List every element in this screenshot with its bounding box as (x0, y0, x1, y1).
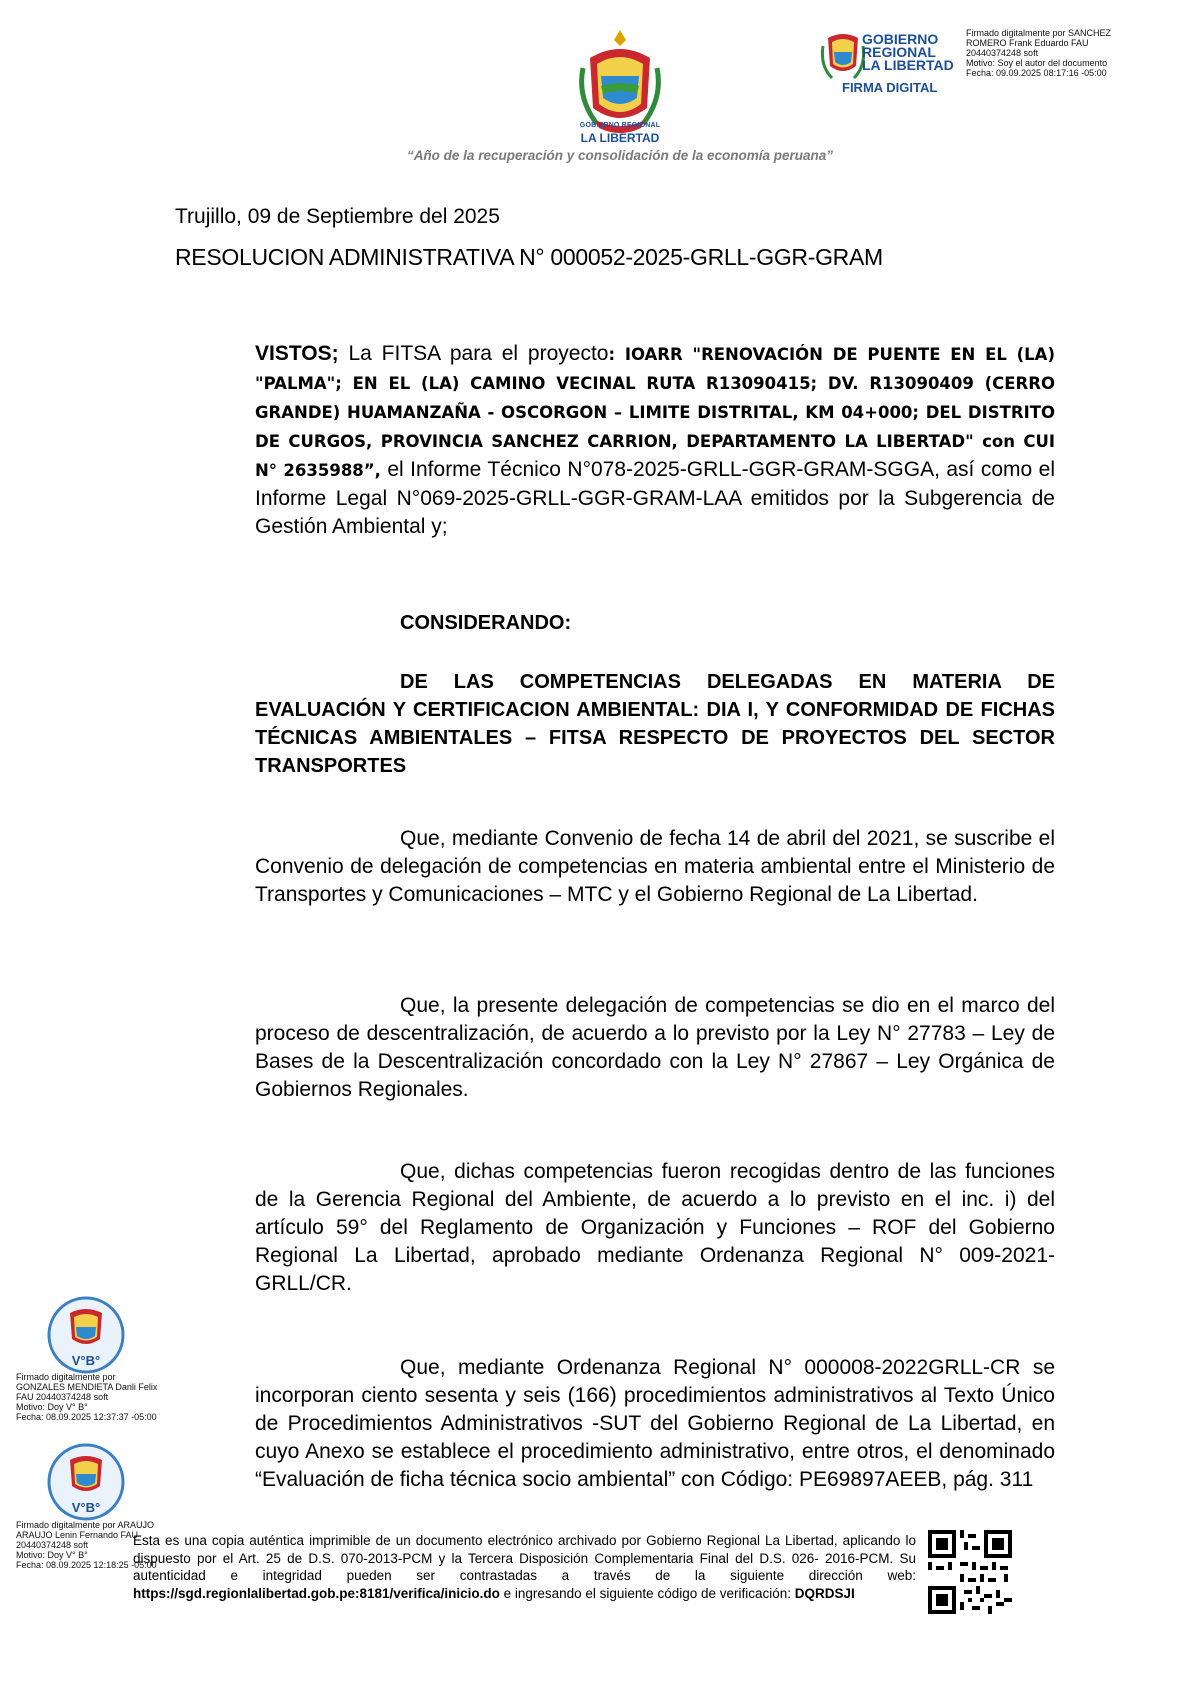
signature-meta-line: Firmado digitalmente por SANCHEZ (966, 28, 1112, 38)
paragraph-text: Que, mediante Convenio de fecha 14 de abril del 2021, se suscribe el Convenio de delegación de competencias en materia ambiental entre el Ministerio de Transportes y Comunicaciones – MTC y el Gobierno Regional de La Libertad. (255, 827, 1055, 906)
crest-caption-line1: GOBIERNO REGIONAL (579, 122, 661, 129)
stamp-meta-line: Motivo: Doy V° B° (16, 1550, 88, 1560)
approval-stamp-icon (46, 1442, 126, 1522)
year-motto: “Año de la recuperación y consolidación de la economía peruana” (406, 148, 834, 163)
stamp-meta-line: FAU 20440374248 soft (16, 1392, 109, 1402)
signature-logo-text (862, 33, 954, 72)
paragraph (255, 825, 1055, 909)
stamp-meta-line: Firmado digitalmente por ARAUJO (16, 1520, 155, 1530)
paragraph-text: Que, la presente delegación de competencias se dio en el marco del proceso de descentralización, de acuerdo a lo previsto por la Ley N° 27783 – Ley de Bases de la Descentralización concordado con la Ley N° 27867 – Ley Orgánica de Gobiernos Regionales. (255, 994, 1055, 1101)
signature-meta-line: Motivo: Soy el autor del documento (966, 58, 1108, 68)
signature-logo-line1: GOBIERNO (862, 31, 939, 47)
competencias-text: DE LAS COMPETENCIAS DELEGADAS EN MATERIA DE EVALUACIÓN Y CERTIFICACION AMBIENTAL: DIA I, Y CONFORMIDAD DE FICHAS TÉCNICAS AMBIENTALES – FITSA RESPECTO DE PROYECTOS DEL SECTOR TRANSPORTES (255, 671, 1055, 777)
paragraph (255, 992, 1055, 1104)
stamp-meta-line: GONZALES MENDIETA Danli Felix (16, 1382, 158, 1392)
stamp-meta-line: Fecha: 08.09.2025 12:37:37 -05:00 (16, 1412, 157, 1422)
stamp-label: V°B° (71, 1500, 101, 1515)
vistos-rest: el Informe Técnico N°078-2025-GRLL-GGR-GRAM-SGGA, así como el Informe Legal N°069-2025-GRLL-GGR-GRAM-LAA emitidos por la Subgerencia de Gestión Ambiental y; (255, 458, 1056, 538)
paragraph-text: Que, dichas competencias fueron recogidas dentro de las funciones de la Gerencia Regional del Ambiente, de acuerdo a lo previsto en el inc. i) del artículo 59° del Reglamento de Organización y Funciones – ROF del Gobierno Regional La Libertad, aprobado mediante Ordenanza Regional N° 009-2021-GRLL/CR. (255, 1160, 1055, 1295)
footer-text: Esta es una copia auténtica imprimible de un documento electrónico archivado por Gobierno Regional La Libertad, aplicando lo dispuesto por el Art. 25 de D.S. 070-2013-PCM y la Tercera Disposición Complementaria Final del D.S. 026- 2016-PCM. Su autenticidad e integridad pueden ser contrastadas a través de la siguiente dirección web: (133, 1533, 916, 1583)
stamp-meta-line: ARAUJO Lenin Fernando FAU (16, 1530, 139, 1540)
authenticity-footer (133, 1532, 916, 1602)
vistos-paragraph (255, 340, 1055, 541)
stamp-meta-line: Motivo: Doy V° B° (16, 1402, 88, 1412)
competencias-heading (255, 668, 1055, 780)
paragraph (255, 1158, 1055, 1298)
firma-digital-badge: FIRMA DIGITAL (842, 80, 938, 95)
vistos-intro: La FITSA para el proyecto (338, 342, 609, 365)
stamp-label: V°B° (71, 1353, 101, 1368)
vistos-project: : IOARR "RENOVACIÓN DE PUENTE EN EL (LA) "PALMA"; EN EL (LA) CAMINO VECINAL RUTA R13090415; DV. R13090409 (CERRO GRANDE) HUAMANZAÑA - OSCORGON – LIMITE DISTRITAL, KM 04+000; DEL DISTRITO DE CURGOS, PROVINCIA SANCHEZ CARRION, DEPARTAMENTO LA LIBERTAD" con CUI N° 2635988”, (255, 345, 1055, 480)
verification-url-link[interactable]: https://sgd.regionlalibertad.gob.pe:8181/verifica/inicio.do (133, 1585, 500, 1601)
vistos-lead: VISTOS; (255, 342, 339, 365)
footer-after-url: e ingresando el siguiente código de verificación: (499, 1585, 795, 1601)
signature-logo-line2: REGIONAL (862, 44, 936, 60)
stamp-meta-line: Fecha: 08.09.2025 12:18:25 -05:00 (16, 1560, 157, 1570)
paragraph (255, 1354, 1055, 1494)
considerando-heading: CONSIDERANDO: (400, 612, 572, 634)
approval-stamp-icon (46, 1295, 126, 1375)
qr-code-icon[interactable] (928, 1530, 1012, 1614)
signature-crest-icon (820, 28, 866, 84)
crest-caption-line2: LA LIBERTAD (580, 131, 660, 145)
stamp-meta-line: 20440374248 soft (16, 1540, 89, 1550)
signature-metadata (966, 28, 1186, 78)
signature-meta-line: ROMERO Frank Eduardo FAU (966, 38, 1089, 48)
stamp-meta-line: Firmado digitalmente por (16, 1372, 116, 1382)
signature-meta-line: 20440374248 soft (966, 48, 1039, 58)
signature-meta-line: Fecha: 09.09.2025 08:17:16 -05:00 (966, 68, 1107, 78)
stamp-metadata (16, 1372, 191, 1422)
resolution-title: RESOLUCION ADMINISTRATIVA N° 000052-2025-GRLL-GGR-GRAM (175, 244, 883, 270)
verification-code: DQRDSJI (794, 1585, 855, 1601)
signature-logo-line3: LA LIBERTAD (862, 57, 954, 73)
date-line: Trujillo, 09 de Septiembre del 2025 (175, 205, 500, 228)
paragraph-text: Que, mediante Ordenanza Regional N° 000008-2022GRLL-CR se incorporan ciento sesenta y seis (166) procedimientos administrativos al Texto Único de Procedimientos Administrativos -SUT del Gobierno Regional de La Libertad, en cuyo Anexo se establece el procedimiento administrativo, entre otros, el denominado “Evaluación de ficha técnica socio ambiental” con Código: PE69897AEEB, pág. 311 (255, 1356, 1055, 1491)
